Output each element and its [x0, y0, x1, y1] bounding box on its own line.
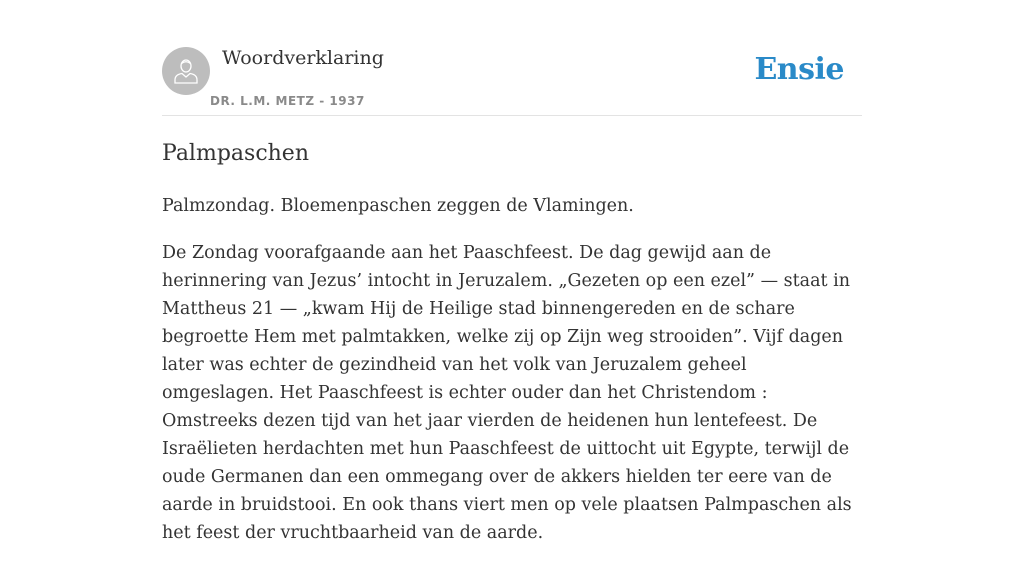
- source-title[interactable]: Woordverklaring: [222, 47, 384, 69]
- entry-body: [162, 192, 862, 566]
- content-container: [162, 0, 862, 543]
- author-line[interactable]: DR. L.M. METZ - 1937: [210, 94, 365, 108]
- entry-title: Palmpaschen: [162, 141, 309, 166]
- author-avatar[interactable]: [162, 47, 210, 95]
- brand-logo[interactable]: Ensie: [754, 52, 844, 87]
- user-icon: [171, 56, 201, 86]
- entry-paragraph: De Zondag voorafgaande aan het Paaschfeest. De dag gewijd aan de herinnering van Jezus’ intocht in Jeruzalem. „Gezeten op een ezel” — staat in Mattheus 21 — „kwam Hij de Heilige stad binnengereden en de schare begroette Hem met palmtakken, welke zij op Zijn weg strooiden”. Vijf dagen later was echter de gezindheid van het volk van Jeruzalem geheel omgeslagen. Het Paaschfeest is echter ouder dan het Christendom : Omstreeks dezen tijd van het jaar vierden de heidenen hun lentefeest. De Israëlieten herdachten met hun Paaschfeest de uittocht uit Egypte, terwijl de oude Germanen dan een ommegang over de akkers hielden ter eere van de aarde in bruidstooi. En ook thans viert men op vele plaatsen Palmpaschen als het feest der vruchtbaarheid van de aarde.: [162, 243, 852, 543]
- entry-header: [162, 0, 862, 116]
- entry-paragraph: Palmzondag. Bloemenpaschen zeggen de Vlamingen.: [162, 196, 634, 216]
